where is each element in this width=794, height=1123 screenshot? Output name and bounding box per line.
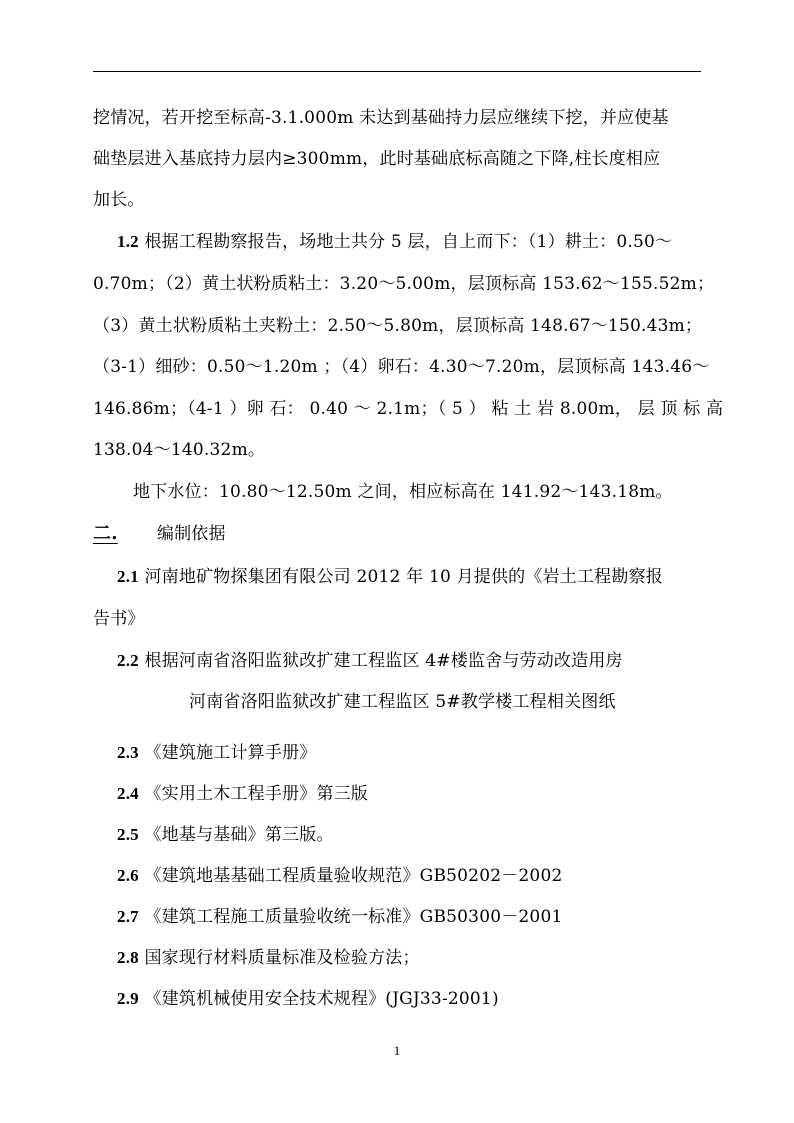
page-number: 1 [393, 1043, 401, 1058]
item-number: 2.1 [117, 567, 139, 586]
item-number: 2.9 [117, 989, 139, 1008]
paragraph-1-line-2: 础垫层进入基底持力层内≥300mm，此时基础底标高随之下降,柱长度相应 [93, 149, 661, 169]
item-text: 根据河南省洛阳监狱改扩建工程监区 4#楼监舍与劳动改造用房 [144, 651, 623, 671]
item-number: 2.7 [117, 907, 139, 926]
item-2-2 [117, 649, 623, 673]
section-1-2-line-3: （3）黄土状粉质粘土夹粉土：2.50～5.80m，层顶标高 148.67～150.43m； [93, 316, 703, 336]
item-number: 2.8 [117, 948, 139, 967]
item-number: 2.2 [117, 651, 139, 670]
item-2-7 [117, 905, 562, 929]
item-2-4 [117, 782, 368, 806]
paragraph-1-line-3: 加长。 [93, 190, 145, 210]
item-2-8 [117, 946, 420, 970]
section-1-2-line-5: 146.86m；（4-1 ）卵 石： 0.40 ～ 2.1m；（ 5 ） 粘 土 岩 8.00m， 层 顶 标 高 [93, 399, 724, 419]
groundwater-line: 地下水位：10.80～12.50m 之间，相应标高在 141.92～143.18m。 [133, 482, 673, 502]
section-1-2-number: 1.2 [117, 232, 139, 251]
item-2-9 [117, 987, 499, 1011]
section-1-2-text: 根据工程勘察报告，场地土共分 5 层，自上而下：（1）耕土：0.50～ [144, 232, 673, 252]
section-1-2-line-2: 0.70m；（2）黄土状粉质粘土：3.20～5.00m，层顶标高 153.62～155.52m； [93, 274, 715, 294]
paragraph-1-line-1: 挖情况，若开挖至标高-3.1.000m 未达到基础持力层应继续下挖，并应使基 [93, 108, 669, 128]
item-number: 2.6 [117, 866, 139, 885]
item-2-5 [117, 823, 334, 847]
item-2-1-line-2: 告书》 [93, 609, 145, 629]
item-2-3 [117, 741, 316, 765]
item-text: 《建筑机械使用安全技术规程》(JGJ33-2001) [144, 989, 499, 1009]
section-2-title: 编制依据 [156, 524, 226, 544]
item-text: 《实用土木工程手册》第三版 [144, 784, 369, 804]
item-text: 《地基与基础》第三版。 [144, 825, 334, 845]
section-1-2-line-6: 138.04～140.32m。 [93, 440, 266, 460]
section-2-number: 二. [93, 523, 118, 544]
section-2-heading [93, 522, 226, 546]
item-text: 《建筑工程施工质量验收统一标准》GB50300－2001 [144, 907, 563, 927]
item-number: 2.4 [117, 784, 139, 803]
item-text: 河南地矿物探集团有限公司 2012 年 10 月提供的《岩土工程勘察报 [144, 567, 663, 587]
item-2-2-line-2: 河南省洛阳监狱改扩建工程监区 5#教学楼工程相关图纸 [189, 692, 616, 712]
item-2-1 [117, 565, 663, 589]
item-text: 国家现行材料质量标准及检验方法； [144, 948, 420, 968]
item-2-6 [117, 864, 562, 888]
header-rule [93, 71, 701, 72]
section-1-2-line-4: （3-1）细砂：0.50～1.20m ；（4）卵石：4.30～7.20m，层顶标高 143.46～ [93, 357, 710, 377]
item-number: 2.3 [117, 743, 139, 762]
section-1-2-line-1 [117, 230, 672, 254]
item-number: 2.5 [117, 825, 139, 844]
item-text: 《建筑地基基础工程质量验收规范》GB50202－2002 [144, 866, 563, 886]
item-text: 《建筑施工计算手册》 [144, 743, 317, 763]
